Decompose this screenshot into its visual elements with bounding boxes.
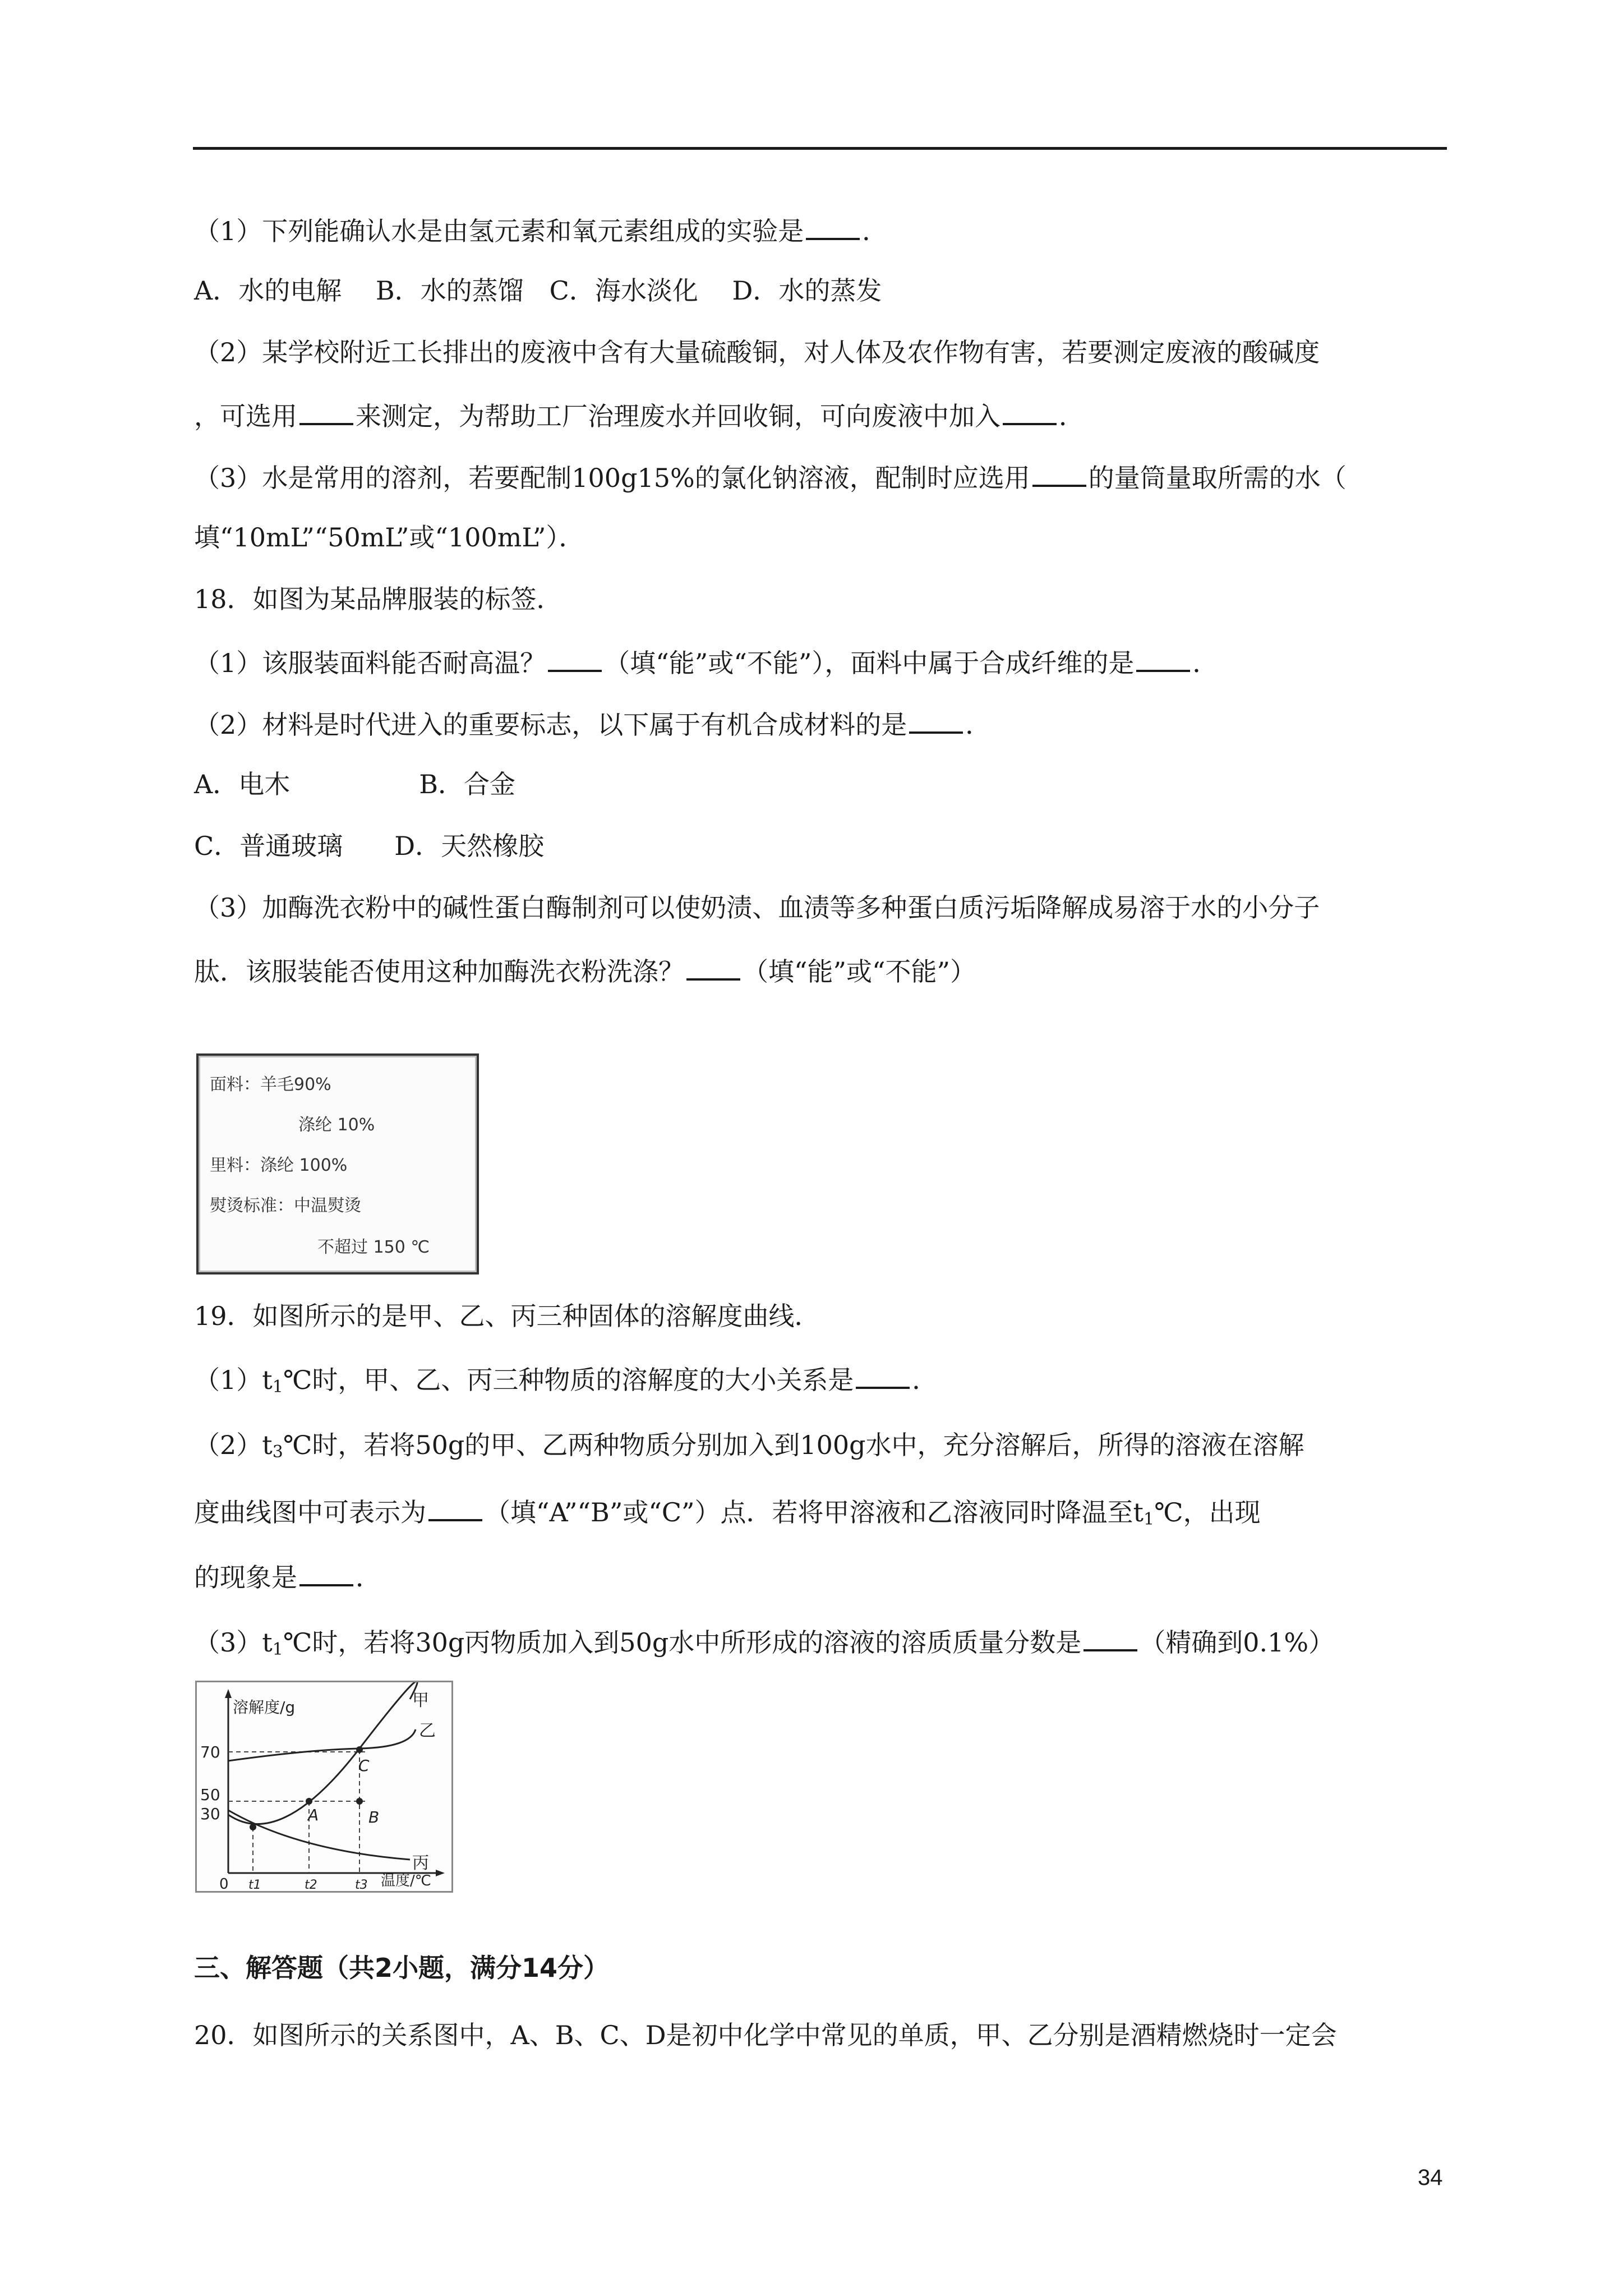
solubility-chart-svg (197, 1682, 451, 1891)
section3-title: 三、解答题（共2小题，满分14分） (194, 1953, 610, 1983)
x-axis-arrow-icon (436, 1870, 445, 1876)
answer-blank[interactable] (1032, 460, 1086, 487)
q17-part1-options: A．水的电解 B．水的蒸馏 C．海水淡化 D．水的蒸发 (194, 275, 882, 306)
answer-blank[interactable] (856, 1362, 910, 1389)
q19-title: 19．如图所示的是甲、乙、丙三种固体的溶解度曲线． (194, 1301, 820, 1331)
x-axis-label: 温度/℃ (381, 1872, 431, 1889)
curve-yi (228, 1729, 416, 1761)
x-tick-t3: t3 (355, 1878, 368, 1891)
answer-blank[interactable] (686, 954, 740, 981)
q20-text: 20．如图所示的关系图中，A、B、C、D是初中化学中常见的单质，甲、乙分别是酒精燃烧时一定会 (194, 2020, 1337, 2050)
series-label-yi: 乙 (419, 1721, 436, 1741)
q18-title: 18．如图为某品牌服装的标签． (194, 584, 562, 614)
q18-part2: （2）材料是时代进入的重要标志，以下属于有机合成材料的是 ． (194, 707, 991, 740)
q18-options-cd: C．普通玻璃 D．天然橡胶 (194, 831, 545, 861)
y-tick-70: 70 (200, 1743, 220, 1761)
answer-blank[interactable] (806, 213, 860, 240)
x-tick-t1: t1 (248, 1878, 261, 1891)
label-line-polyester: 涤纶 10% (298, 1115, 375, 1135)
label-line-temp: 不超过 150 ℃ (317, 1237, 430, 1257)
q17-part2-line2: ，可选用 来测定，为帮助工厂治理废水并回收铜，可向废液中加入 ． (194, 398, 1085, 432)
y-tick-30: 30 (200, 1805, 220, 1823)
q18-part3-line2: 肽．该服装能否使用这种加酶洗衣粉洗涤？ （填“能”或“不能”） (194, 954, 976, 987)
q17-part3-line1: （3）水是常用的溶剂，若要配制100g15%的氯化钠溶液，配制时应选用 的量筒量取所需的水（ (194, 460, 1347, 494)
answer-blank[interactable] (1136, 645, 1190, 672)
solubility-chart (195, 1681, 453, 1893)
header-rule (193, 147, 1447, 150)
q17-part1: （1）下列能确认水是由氢元素和氧元素组成的实验是 ． (194, 213, 888, 247)
answer-blank[interactable] (1003, 398, 1057, 425)
point-a-label: A (308, 1806, 319, 1824)
point-c-label: C (358, 1756, 370, 1775)
q17-part2-line1: （2）某学校附近工长排出的废液中含有大量硫酸铜，对人体及农作物有害，若要测定废液的酸碱度 (194, 337, 1320, 367)
answer-blank[interactable] (909, 707, 963, 734)
origin-label: 0 (219, 1876, 229, 1891)
series-label-bing: 丙 (412, 1853, 429, 1873)
answer-blank[interactable] (548, 645, 602, 672)
point-b-label: B (368, 1808, 380, 1826)
label-line-ironing: 熨烫标准：中温熨烫 (210, 1196, 361, 1216)
answer-blank[interactable] (299, 398, 353, 425)
q19-part2-line3: 的现象是 ． (194, 1559, 381, 1593)
intersection-point-t1 (250, 1824, 256, 1830)
curve-bing (228, 1810, 410, 1860)
q19-part2-line1: $(2)t_3℃$时，若将50g的甲、乙两种物质分别加入到100g水中，充分溶解后，所得的溶液在溶解 (194, 1430, 1304, 1462)
page-number: 34 (1418, 2165, 1443, 2190)
q18-part1: （1）该服装面料能否耐高温？ （填“能”或“不能”），面料中属于合成纤维的是 ． (194, 645, 1218, 679)
answer-blank[interactable] (1083, 1625, 1137, 1651)
y-axis-label: 溶解度/g (233, 1698, 296, 1717)
series-label-jia: 甲 (412, 1691, 429, 1710)
point-a (306, 1798, 312, 1805)
label-line-lining: 里料：涤纶 100% (210, 1156, 348, 1175)
y-axis-arrow-icon (225, 1689, 232, 1698)
point-c (356, 1746, 363, 1753)
y-tick-50: 50 (200, 1786, 220, 1804)
point-b (356, 1798, 363, 1805)
q19-part3: $(3)t_1℃$时，若将30g丙物质加入到50g水中所形成的溶液的溶质质量分数是 （精确到0.1%） (194, 1625, 1334, 1665)
clothing-label-image (196, 1053, 479, 1274)
answer-blank[interactable] (428, 1494, 482, 1521)
q19-part1: $(1)t_1℃$时，甲、乙、丙三种物质的溶解度的大小关系是 ． (194, 1362, 938, 1403)
answer-blank[interactable] (299, 1559, 353, 1586)
q17-part3-line2: 填“10mL”“50mL”或“100mL”）． (194, 522, 585, 553)
x-tick-t2: t2 (305, 1878, 317, 1891)
label-line-fabric: 面料：羊毛90% (210, 1075, 331, 1094)
q18-options-ab: A．电木 B．合金 (194, 769, 516, 799)
q19-part2-line2: 度曲线图中可表示为 （填“A”“B”或“C”）点．若将甲溶液和乙溶液同时降温至$t_1℃$，出现 (194, 1494, 1261, 1535)
q18-part3-line1: （3）加酶洗衣粉中的碱性蛋白酶制剂可以使奶渍、血渍等多种蛋白质污垢降解成易溶于水的小分子 (194, 892, 1320, 923)
